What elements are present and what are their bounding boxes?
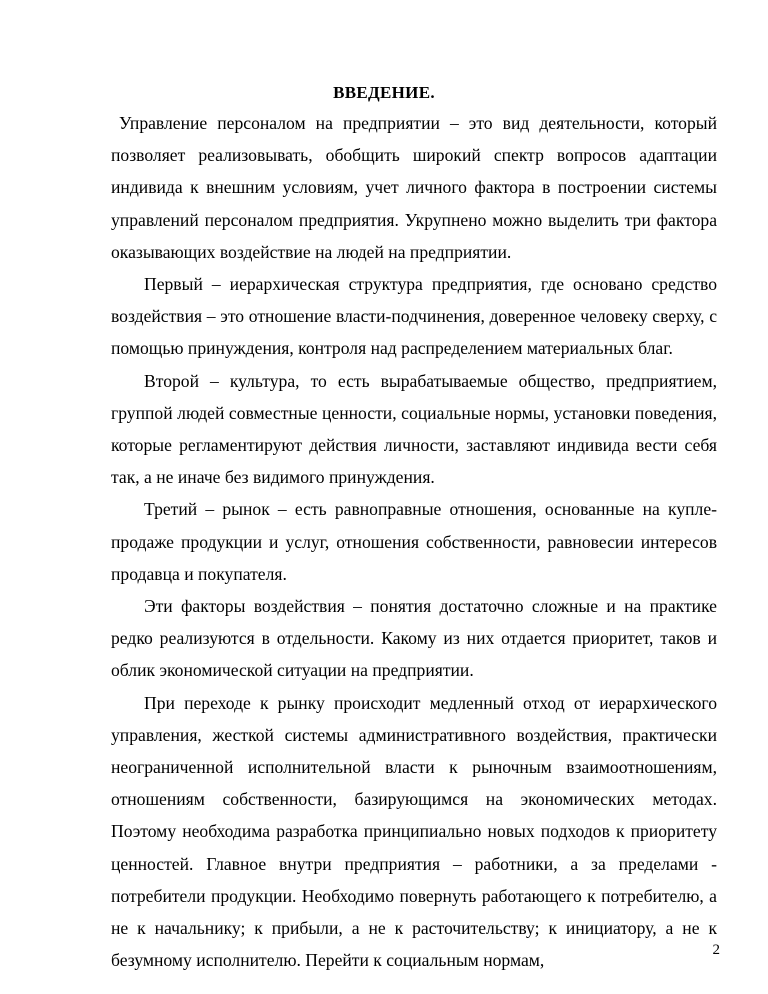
paragraph-4: Третий – рынок – есть равноправные отношения, основанные на купле-продаже продукции и услуг, отношения собственности, равновесии интересов продавца и покупателя. (111, 499, 717, 584)
page-number: 2 (712, 942, 720, 958)
paragraph-2: Первый – иерархическая структура предприятия, где основано средство воздействия – это отношение власти-подчинения, доверенное человеку сверху, с помощью принуждения, контроля над распределением материальных благ. (111, 274, 717, 359)
paragraph-1: Управление персоналом на предприятии – это вид деятельности, который позволяет реализовывать, обобщить широкий спектр вопросов адаптации индивида к внешним условиям, учет личного фактора в построении системы управлений персоналом предприятия. Укрупнено можно выделить три фактора оказывающих воздействие на людей на предприятии. (111, 113, 717, 262)
paragraph-3: Второй – культура, то есть вырабатываемые общество, предприятием, группой людей совместные ценности, социальные нормы, установки поведения, которые регламентируют действия личности, заставляют индивида вести себя так, а не иначе без видимого принуждения. (111, 370, 717, 488)
paragraph-6: При переходе к рынку происходит медленный отход от иерархического управления, жесткой системы административного воздействия, практически неограниченной исполнительной власти к рыночным взаимоотношениям, отношениям собственности, базирующимся на экономических методах. Поэтому необходима разработка принципиально новых подходов к приоритету ценностей. Главное внутри предприятия – работники, а за пределами - потребители продукции. Необходимо повернуть работающего к потребителю, а не к начальнику; к прибыли, а не к расточительству; к инициатору, а не к безумному исполнителю. Перейти к социальным нормам, (111, 692, 717, 971)
paragraph-5: Эти факторы воздействия – понятия достаточно сложные и на практике редко реализуются в отдельности. Какому из них отдается приоритет, таков и облик экономической ситуации на предприятии. (111, 596, 717, 681)
body-text (111, 107, 717, 976)
page-title: ВВЕДЕНИЕ. (333, 83, 435, 102)
